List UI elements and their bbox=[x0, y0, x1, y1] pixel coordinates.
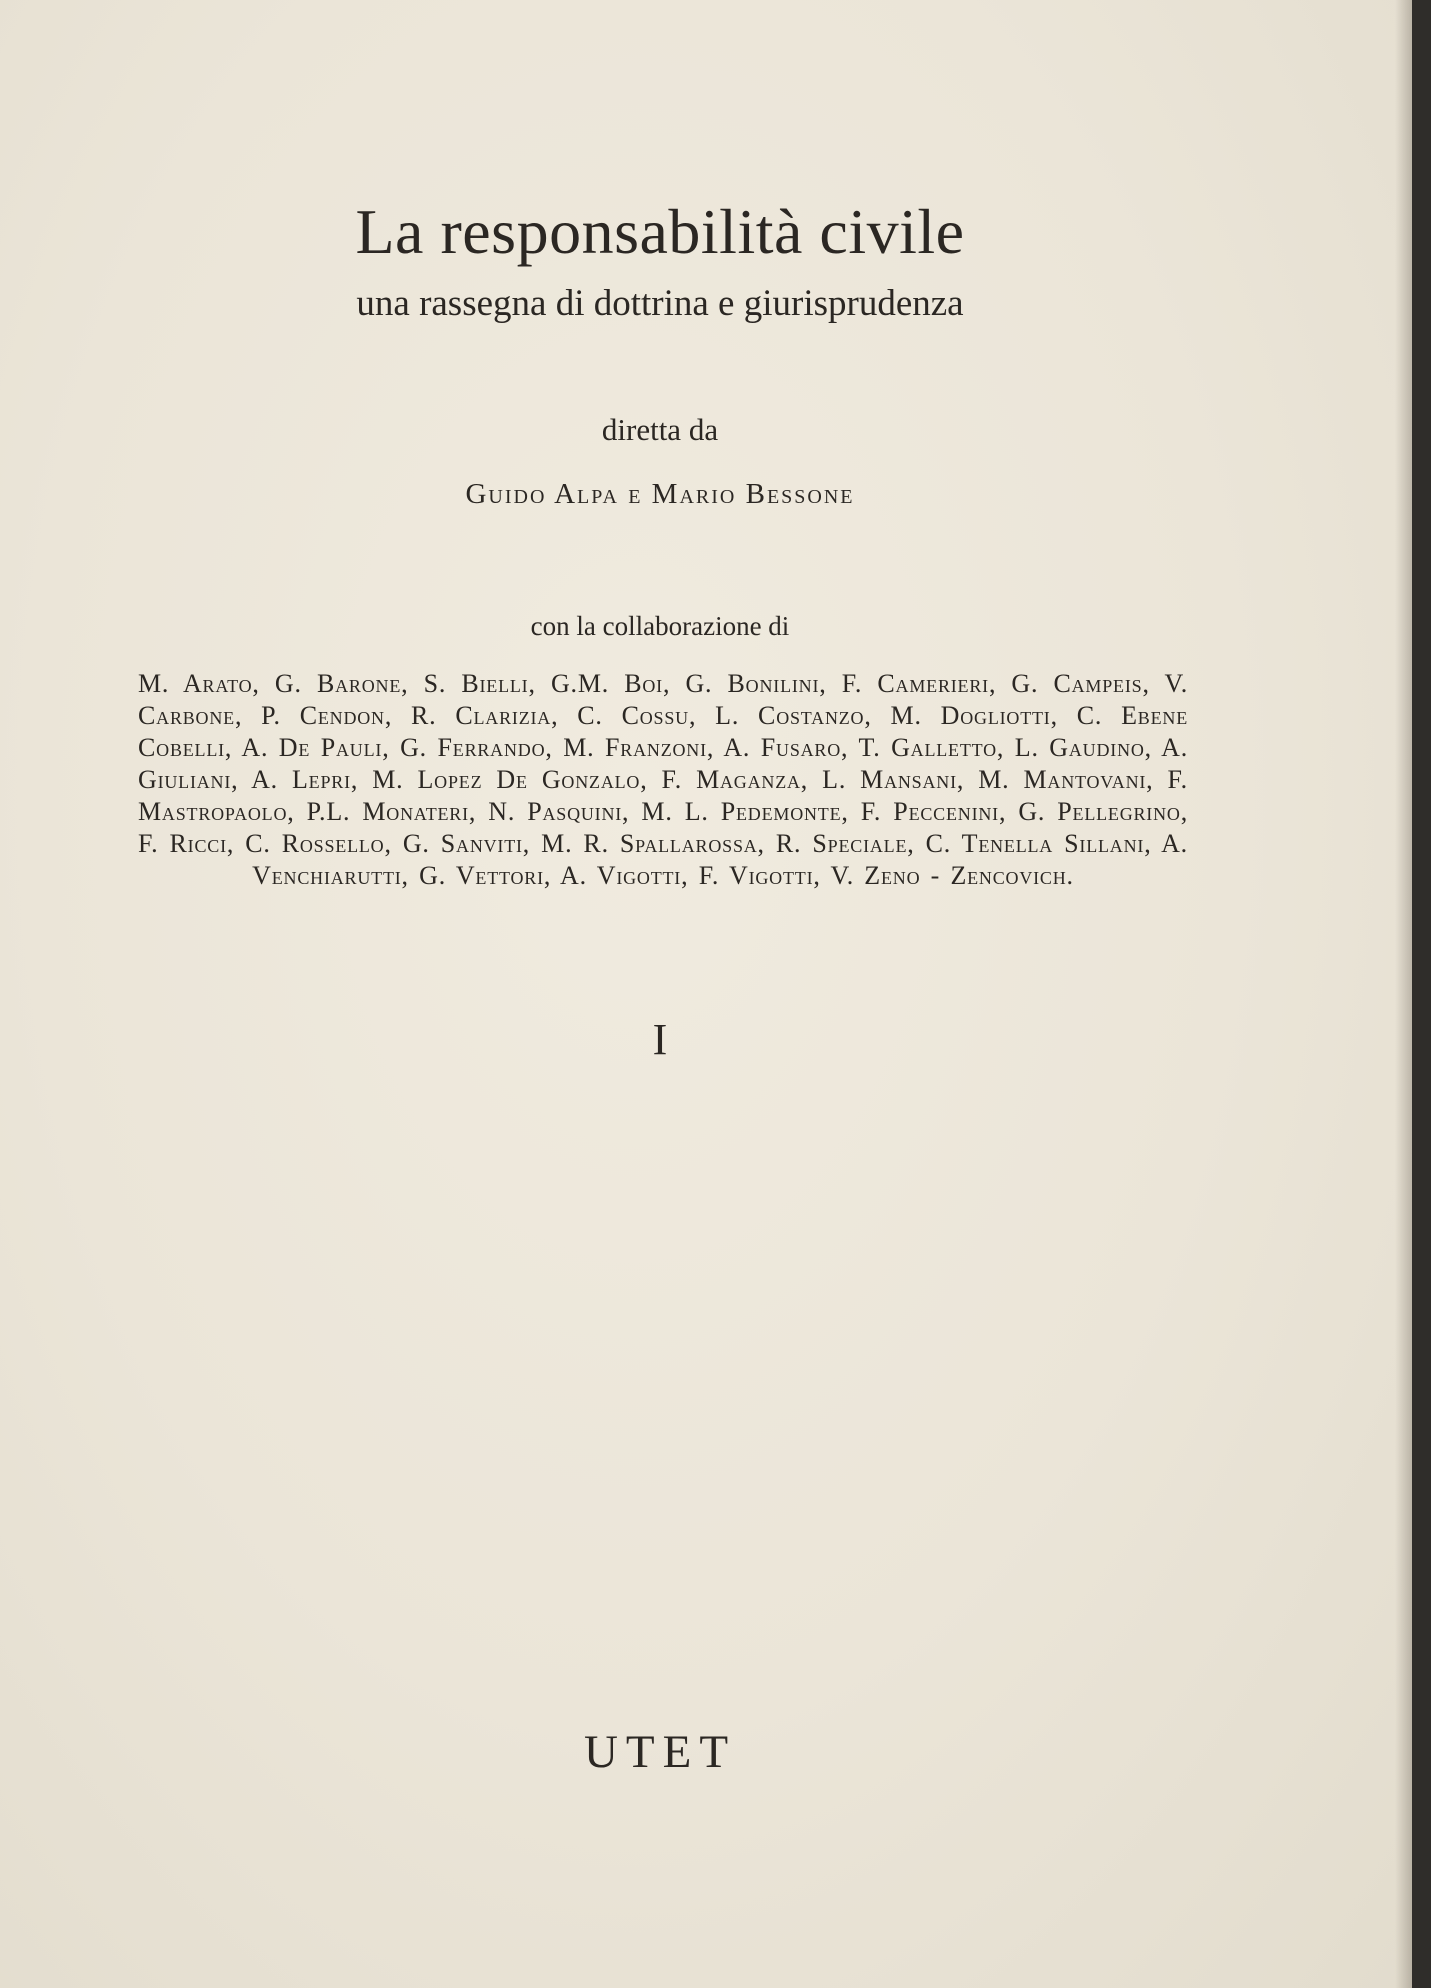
book-subtitle: una rassegna di dottrina e giurisprudenza bbox=[356, 283, 964, 324]
page-edge-shadow bbox=[1395, 0, 1412, 1988]
contributors-list: M. Arato, G. Barone, S. Bielli, G.M. Boi, G. Bonilini, F. Camerieri, G. Campeis, V. Carbone, P. Cendon, R. Clarizia, C. Cossu, L. Costanzo, M. Dogliotti, C. Ebene Cobelli, A. De Pauli, G. Ferrando, M. Franzoni, A. Fusaro, T. Galletto, L. Gaudino, A. Giuliani, A. Lepri, M. Lopez De Gonzalo, F. Maganza, L. Mansani, M. Mantovani, F. Mastropaolo, P.L. Monateri, N. Pasquini, M. L. Pedemonte, F. Peccenini, G. Pellegrino, F. Ricci, C. Rossello, G. Sanviti, M. R. Spallarossa, R. Speciale, C. Tenella Sillani, A. Venchiarutti, G. Vettori, A. Vigotti, F. Vigotti, V. Zeno - Zencovich. bbox=[138, 669, 1188, 890]
volume-number: I bbox=[652, 1015, 668, 1064]
directors: Guido Alpa e Mario Bessone bbox=[465, 478, 855, 510]
book-title: La responsabilità civile bbox=[355, 196, 965, 267]
publisher-name: UTET bbox=[583, 1726, 737, 1778]
directed-by-label: diretta da bbox=[601, 412, 719, 447]
collaboration-label: con la collaborazione di bbox=[530, 611, 790, 641]
